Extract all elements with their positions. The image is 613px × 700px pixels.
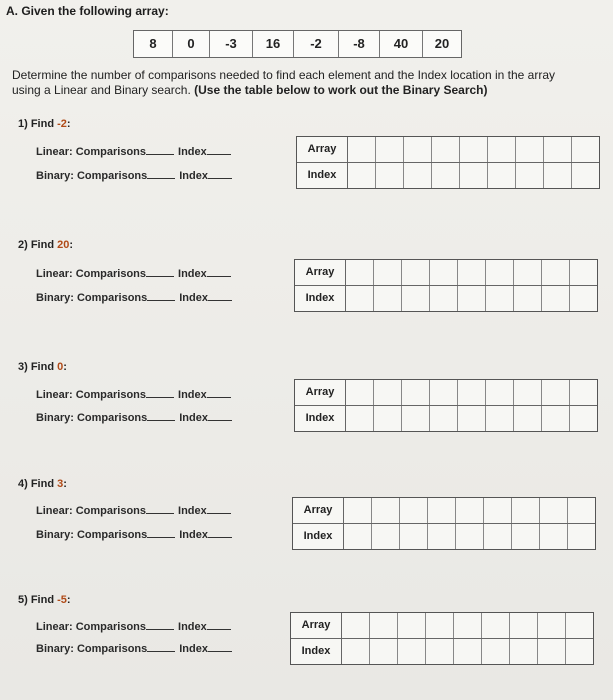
linear-label: Linear: Comparisons — [36, 389, 147, 401]
table-cell[interactable] — [432, 137, 460, 162]
table-cell[interactable] — [346, 286, 374, 311]
linear-index-blank[interactable] — [207, 144, 231, 155]
table-cell[interactable] — [348, 137, 376, 162]
table-cell[interactable] — [570, 260, 597, 285]
table-cell[interactable] — [486, 260, 514, 285]
linear-comparisons-blank[interactable] — [146, 503, 174, 514]
index-label: Index — [179, 170, 208, 182]
problem-target: -2 — [57, 118, 67, 130]
table-cell[interactable] — [486, 406, 514, 431]
table-cell[interactable] — [344, 498, 372, 523]
binary-comparisons-blank[interactable] — [147, 641, 175, 652]
table-cell[interactable] — [346, 406, 374, 431]
array-cell: 0 — [173, 31, 210, 57]
table-cell[interactable] — [376, 163, 404, 188]
table-cell[interactable] — [570, 286, 597, 311]
index-label: Index — [179, 292, 208, 304]
problem-suffix: : — [69, 239, 74, 251]
table-cell[interactable] — [568, 498, 595, 523]
problem-suffix: : — [66, 594, 71, 606]
table-cell[interactable] — [572, 163, 599, 188]
table-cell[interactable] — [398, 639, 426, 664]
table-cell[interactable] — [482, 613, 510, 638]
linear-comparisons-blank[interactable] — [146, 144, 174, 155]
table-cell[interactable] — [402, 260, 430, 285]
problem-title — [18, 361, 67, 373]
linear-index-blank[interactable] — [207, 266, 231, 277]
index-label: Index — [178, 146, 207, 158]
binary-row — [36, 641, 232, 655]
linear-label: Linear: Comparisons — [36, 621, 147, 633]
linear-index-blank[interactable] — [207, 619, 231, 630]
instructions — [12, 68, 602, 98]
index-label: Index — [178, 505, 207, 517]
table-cell[interactable] — [370, 613, 398, 638]
array-cell: -8 — [339, 31, 380, 57]
table-cell[interactable] — [460, 137, 488, 162]
given-array — [133, 30, 462, 58]
binary-comparisons-blank[interactable] — [147, 527, 175, 538]
table-cell[interactable] — [458, 260, 486, 285]
binary-index-blank[interactable] — [208, 410, 232, 421]
problem-4 — [0, 478, 613, 578]
instructions-line-2-bold: (Use the table below to work out the Binary Search) — [194, 83, 488, 97]
table-cell[interactable] — [542, 260, 570, 285]
table-cell[interactable] — [344, 524, 372, 549]
table-cell[interactable] — [568, 524, 595, 549]
array-row — [297, 137, 599, 162]
table-cell[interactable] — [540, 498, 568, 523]
linear-row — [36, 387, 231, 401]
problem-title — [18, 478, 67, 490]
table-cell[interactable] — [516, 163, 544, 188]
table-cell[interactable] — [512, 524, 540, 549]
binary-search-table — [294, 379, 598, 432]
index-row-label: Index — [295, 286, 346, 311]
table-cell[interactable] — [342, 613, 370, 638]
binary-search-table — [296, 136, 600, 189]
index-label: Index — [179, 412, 208, 424]
table-cell[interactable] — [514, 260, 542, 285]
table-cell[interactable] — [516, 137, 544, 162]
binary-label: Binary: Comparisons — [36, 412, 148, 424]
index-row-label: Index — [291, 639, 342, 664]
table-cell[interactable] — [544, 137, 572, 162]
problem-suffix: : — [63, 478, 67, 490]
binary-row — [36, 168, 232, 182]
binary-label: Binary: Comparisons — [36, 170, 148, 182]
binary-label: Binary: Comparisons — [36, 292, 148, 304]
binary-row — [36, 410, 232, 424]
table-cell[interactable] — [430, 406, 458, 431]
table-cell[interactable] — [346, 380, 374, 405]
array-row-label: Array — [297, 137, 348, 162]
table-cell[interactable] — [458, 380, 486, 405]
problem-label: 2) Find — [18, 239, 58, 251]
binary-search-table — [292, 497, 596, 550]
table-cell[interactable] — [428, 498, 456, 523]
table-cell[interactable] — [400, 524, 428, 549]
table-cell[interactable] — [430, 380, 458, 405]
linear-row — [36, 144, 231, 158]
table-cell[interactable] — [372, 498, 400, 523]
index-row — [295, 285, 597, 311]
table-cell[interactable] — [540, 524, 568, 549]
array-row — [295, 260, 597, 285]
table-cell[interactable] — [342, 639, 370, 664]
binary-comparisons-blank[interactable] — [147, 410, 175, 421]
table-cell[interactable] — [566, 639, 593, 664]
table-cell[interactable] — [454, 639, 482, 664]
problem-label: 1) Find — [18, 118, 58, 130]
index-label: Index — [178, 268, 207, 280]
table-cell[interactable] — [486, 380, 514, 405]
section-heading: A. Given the following array: — [6, 4, 169, 18]
table-cell[interactable] — [402, 286, 430, 311]
binary-label: Binary: Comparisons — [36, 643, 148, 655]
linear-comparisons-blank[interactable] — [146, 266, 174, 277]
problem-5 — [0, 594, 613, 694]
linear-comparisons-blank[interactable] — [146, 619, 174, 630]
binary-index-blank[interactable] — [208, 527, 232, 538]
binary-index-blank[interactable] — [208, 641, 232, 652]
index-row — [293, 523, 595, 549]
problem-label: 5) Find — [18, 594, 58, 606]
table-cell[interactable] — [376, 137, 404, 162]
table-cell[interactable] — [430, 286, 458, 311]
table-cell[interactable] — [566, 613, 593, 638]
linear-row — [36, 619, 231, 633]
table-cell[interactable] — [430, 260, 458, 285]
table-cell[interactable] — [510, 613, 538, 638]
table-cell[interactable] — [374, 260, 402, 285]
table-cell[interactable] — [346, 260, 374, 285]
table-cell[interactable] — [486, 286, 514, 311]
table-cell[interactable] — [374, 406, 402, 431]
problem-2 — [0, 239, 613, 339]
instructions-line-2 — [12, 83, 602, 98]
problem-target: 3 — [57, 478, 64, 490]
problem-target: -5 — [57, 594, 67, 606]
binary-search-table — [290, 612, 594, 665]
index-row — [297, 162, 599, 188]
table-cell[interactable] — [542, 406, 570, 431]
table-cell[interactable] — [544, 163, 572, 188]
array-row-label: Array — [293, 498, 344, 523]
table-cell[interactable] — [538, 639, 566, 664]
array-row-label: Array — [295, 260, 346, 285]
problem-title — [18, 118, 71, 130]
index-row-label: Index — [297, 163, 348, 188]
binary-search-table — [294, 259, 598, 312]
problem-title — [18, 239, 73, 251]
table-cell[interactable] — [514, 286, 542, 311]
problem-suffix: : — [63, 361, 67, 373]
table-cell[interactable] — [572, 137, 599, 162]
binary-row — [36, 527, 232, 541]
table-cell[interactable] — [400, 498, 428, 523]
table-cell[interactable] — [454, 613, 482, 638]
array-row — [295, 380, 597, 405]
table-cell[interactable] — [426, 639, 454, 664]
instructions-line-2-plain: using a Linear and Binary search. — [12, 83, 195, 97]
problem-suffix: : — [66, 118, 71, 130]
index-row-label: Index — [295, 406, 346, 431]
problem-3 — [0, 361, 613, 461]
table-cell[interactable] — [458, 406, 486, 431]
problem-target: 20 — [57, 239, 70, 251]
table-cell[interactable] — [348, 163, 376, 188]
linear-label: Linear: Comparisons — [36, 505, 147, 517]
table-cell[interactable] — [374, 286, 402, 311]
array-row — [293, 498, 595, 523]
linear-index-blank[interactable] — [207, 503, 231, 514]
table-cell[interactable] — [488, 163, 516, 188]
table-cell[interactable] — [374, 380, 402, 405]
table-cell[interactable] — [370, 639, 398, 664]
array-cell: 16 — [253, 31, 294, 57]
problem-1 — [0, 118, 613, 218]
table-cell[interactable] — [542, 286, 570, 311]
table-cell[interactable] — [404, 137, 432, 162]
table-cell[interactable] — [484, 524, 512, 549]
table-cell[interactable] — [514, 380, 542, 405]
index-row — [291, 638, 593, 664]
problem-label: 3) Find — [18, 361, 58, 373]
problem-target: 0 — [57, 361, 64, 373]
index-label: Index — [179, 643, 208, 655]
table-cell[interactable] — [510, 639, 538, 664]
linear-comparisons-blank[interactable] — [146, 387, 174, 398]
table-cell[interactable] — [426, 613, 454, 638]
table-cell[interactable] — [542, 380, 570, 405]
index-row-label: Index — [293, 524, 344, 549]
index-label: Index — [178, 621, 207, 633]
table-cell[interactable] — [372, 524, 400, 549]
binary-label: Binary: Comparisons — [36, 529, 148, 541]
table-cell[interactable] — [398, 613, 426, 638]
table-cell[interactable] — [488, 137, 516, 162]
table-cell[interactable] — [538, 613, 566, 638]
table-cell[interactable] — [460, 163, 488, 188]
table-cell[interactable] — [570, 406, 597, 431]
table-cell[interactable] — [458, 286, 486, 311]
linear-index-blank[interactable] — [207, 387, 231, 398]
index-row — [295, 405, 597, 431]
array-row-label: Array — [295, 380, 346, 405]
problem-title — [18, 594, 71, 606]
table-cell[interactable] — [402, 380, 430, 405]
linear-label: Linear: Comparisons — [36, 146, 147, 158]
array-cell: -2 — [294, 31, 339, 57]
table-cell[interactable] — [404, 163, 432, 188]
binary-index-blank[interactable] — [208, 290, 232, 301]
array-cell: -3 — [210, 31, 253, 57]
linear-row — [36, 503, 231, 517]
table-cell[interactable] — [402, 406, 430, 431]
array-row — [291, 613, 593, 638]
array-row-label: Array — [291, 613, 342, 638]
table-cell[interactable] — [456, 498, 484, 523]
index-label: Index — [178, 389, 207, 401]
table-cell[interactable] — [456, 524, 484, 549]
problem-label: 4) Find — [18, 478, 58, 490]
array-cell: 20 — [434, 36, 450, 51]
index-label: Index — [179, 529, 208, 541]
table-cell[interactable] — [482, 639, 510, 664]
table-cell[interactable] — [570, 380, 597, 405]
binary-index-blank[interactable] — [208, 168, 232, 179]
table-cell[interactable] — [484, 498, 512, 523]
table-cell[interactable] — [432, 163, 460, 188]
array-cell: 40 — [380, 31, 423, 57]
binary-comparisons-blank[interactable] — [147, 290, 175, 301]
binary-comparisons-blank[interactable] — [147, 168, 175, 179]
instructions-line-1: Determine the number of comparisons needed to find each element and the Index location in the array — [12, 68, 555, 82]
binary-row — [36, 290, 232, 304]
table-cell[interactable] — [512, 498, 540, 523]
table-cell[interactable] — [428, 524, 456, 549]
table-cell[interactable] — [514, 406, 542, 431]
linear-row — [36, 266, 231, 280]
array-cell: 8 — [134, 31, 173, 57]
linear-label: Linear: Comparisons — [36, 268, 147, 280]
